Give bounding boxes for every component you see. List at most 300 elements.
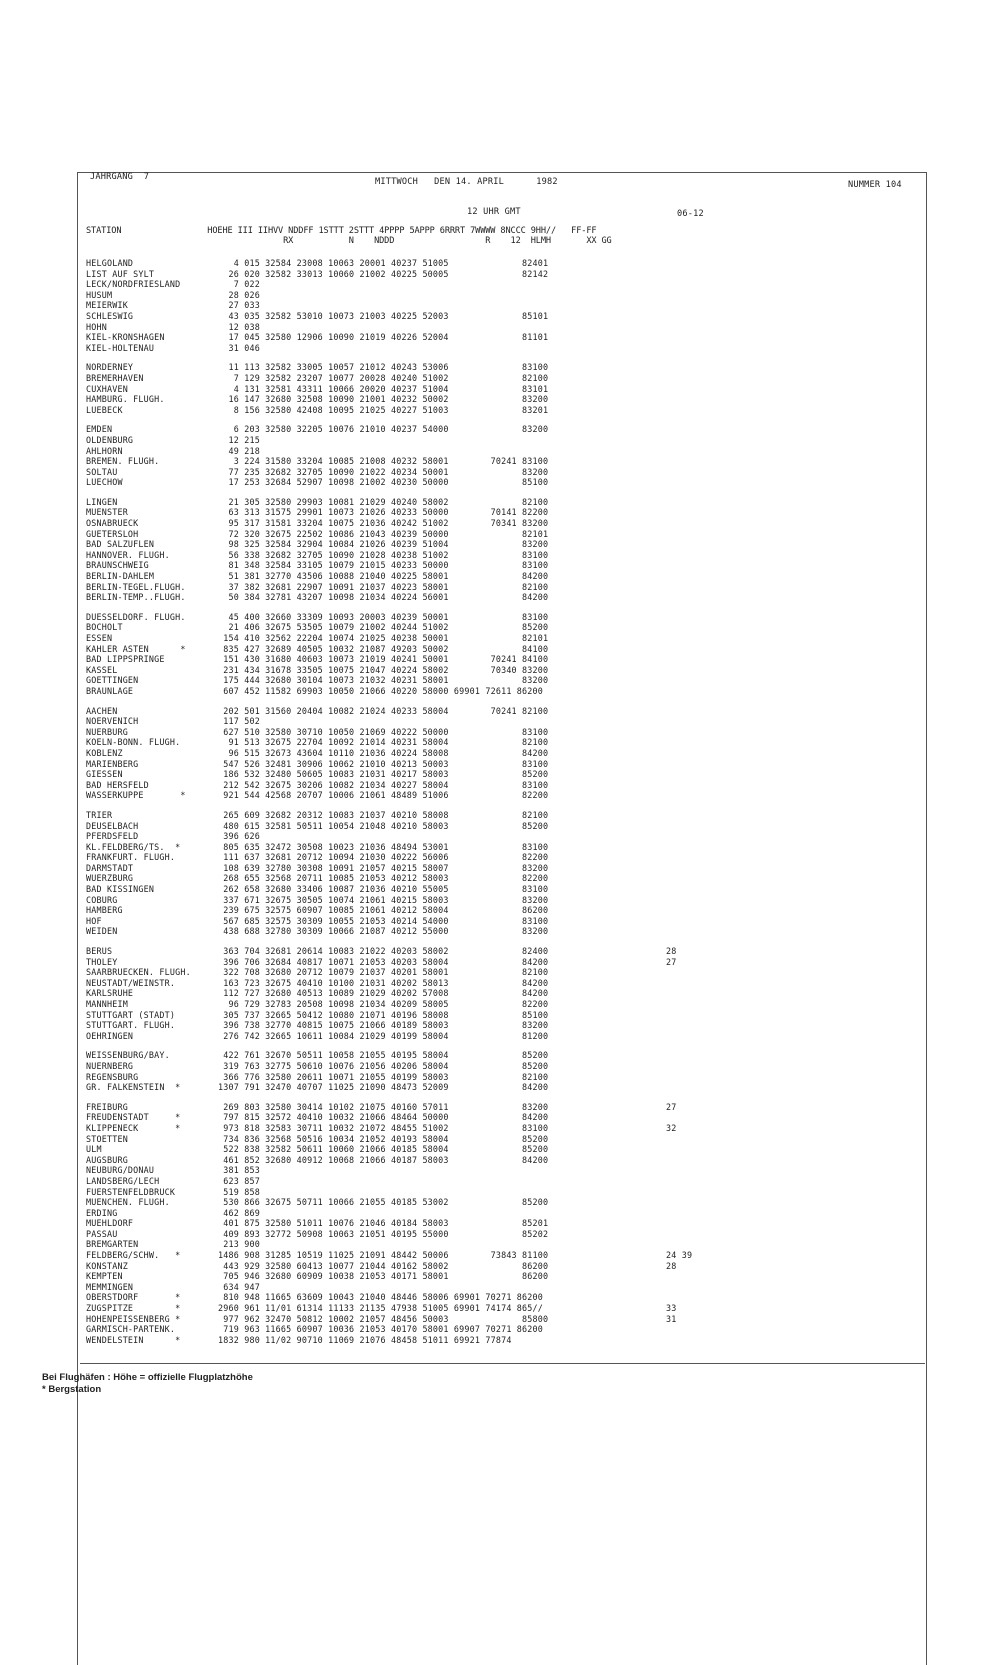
station-row (86, 571, 548, 582)
station-values: 16 147 32680 32508 10090 21001 40232 50002 83200 (218, 394, 549, 405)
station-name: BAD HERSFELD (86, 779, 149, 790)
station-name: MUEHLDORF (86, 1218, 134, 1229)
station-name: KAHLER ASTEN * (86, 643, 186, 654)
station-name: FREIBURG (86, 1101, 128, 1112)
station-row (86, 405, 548, 416)
station-name: NEUSTADT/WEINSTR. (86, 977, 176, 988)
station-values: 547 526 32481 30906 10062 21010 40213 50003 83100 (218, 758, 549, 769)
station-row (86, 978, 548, 989)
station-row (86, 394, 548, 405)
station-name: CUXHAVEN (86, 383, 128, 394)
station-values: 112 727 32680 40513 10089 21029 40202 57008 84200 (218, 988, 549, 999)
station-values: 96 515 32673 43604 10110 21036 40224 58008 84200 (218, 747, 549, 758)
station-row (86, 1165, 548, 1176)
station-row (86, 759, 548, 770)
station-values: 49 218 (218, 445, 260, 456)
station-values: 305 737 32665 50412 10080 21071 40196 58008 85100 (218, 1009, 549, 1020)
station-name: FRANKFURT. FLUGH. (86, 852, 176, 863)
station-row (86, 446, 548, 457)
station-values: 567 685 32575 30309 10055 21053 40214 54000 83100 (218, 915, 549, 926)
station-row (86, 507, 548, 518)
station-name: MEMMINGEN (86, 1281, 134, 1292)
station-row (86, 1187, 548, 1198)
station-row (86, 675, 548, 686)
station-row (86, 424, 548, 435)
station-name: WEISSENBURG/BAY. (86, 1050, 170, 1061)
station-name: FREUDENSTADT * (86, 1112, 181, 1123)
station-name: NUERNBERG (86, 1060, 134, 1071)
station-values: 627 510 32580 30710 10050 21069 40222 50000 83100 (218, 726, 549, 737)
group-gap (86, 353, 548, 362)
station-name: MARIENBERG (86, 758, 139, 769)
station-row (86, 582, 548, 593)
station-name: WEIDEN (86, 926, 118, 937)
station-name: ERDING (86, 1207, 118, 1218)
station-values: 719 963 11665 60907 10036 21053 40170 58001 69907 70271 86200 (218, 1324, 544, 1335)
station-row (86, 1313, 677, 1325)
station-values: 607 452 11582 69903 10050 21066 40220 58000 69901 72611 86200 (218, 685, 544, 696)
station-values: 26 020 32582 33013 10060 21002 40225 50005 82142 (218, 268, 549, 279)
station-values: 111 637 32681 20712 10094 21030 40222 56006 82200 (218, 852, 549, 863)
station-values: 7 022 (218, 279, 260, 290)
station-values: 262 658 32680 33406 10087 21036 40210 55005 83100 (218, 884, 549, 895)
station-row (86, 967, 548, 978)
station-row (86, 529, 548, 540)
station-row (86, 311, 548, 322)
station-row (86, 905, 548, 916)
station-values: 623 857 (218, 1175, 260, 1186)
station-name: GIESSEN (86, 769, 123, 780)
station-values: 805 635 32472 30508 10023 21036 48494 53001 83100 (218, 841, 549, 852)
station-name: KASSEL (86, 664, 118, 675)
station-name: DUESSELDORF. FLUGH. (86, 611, 186, 622)
station-name: LANDSBERG/LECH (86, 1175, 160, 1186)
wind-gust-values: 28 (666, 1260, 677, 1271)
station-name: DEUSELBACH (86, 820, 139, 831)
issue-number: NUMMER 104 (848, 180, 902, 190)
station-row (86, 716, 548, 727)
station-values: 705 946 32680 60909 10038 21053 40171 58001 86200 (218, 1271, 549, 1282)
station-values: 462 869 (218, 1207, 260, 1218)
station-name: GARMISCH-PARTENK. (86, 1324, 176, 1335)
station-row (86, 1282, 548, 1293)
station-name: STOETTEN (86, 1133, 128, 1144)
station-name: NORDERNEY (86, 362, 134, 373)
group-gap (86, 415, 548, 424)
station-row (86, 810, 548, 821)
station-values: 438 688 32780 30309 10066 21087 40212 55000 83200 (218, 926, 549, 937)
station-name: BERUS (86, 946, 113, 957)
station-row (86, 467, 548, 478)
station-name: FELDBERG/SCHW. * (86, 1250, 181, 1261)
station-name: FUERSTENFELDBRUCK (86, 1186, 176, 1197)
station-name: BREMERHAVEN (86, 372, 144, 383)
station-row (86, 269, 548, 280)
station-row (86, 1020, 548, 1031)
station-row (86, 852, 548, 863)
station-name: LINGEN (86, 496, 118, 507)
station-values: 530 866 32675 50711 10066 21055 40185 53002 85200 (218, 1197, 549, 1208)
station-name: OEHRINGEN (86, 1030, 134, 1041)
station-values: 319 763 32775 50610 10076 21056 40206 58004 85200 (218, 1060, 549, 1071)
station-values: 268 655 32568 20711 10085 21053 40212 58003 82200 (218, 873, 549, 884)
station-values: 519 858 (218, 1186, 260, 1197)
station-values: 91 513 32675 22704 10092 21014 40231 58004 82100 (218, 737, 549, 748)
station-values: 322 708 32680 20712 10079 21037 40201 58001 82100 (218, 967, 549, 978)
station-row (86, 343, 548, 354)
station-name: WUERZBURG (86, 873, 134, 884)
station-values: 265 609 32682 20312 10083 21037 40210 58008 82100 (218, 809, 549, 820)
jahrgang: JAHRGANG 7 (90, 172, 150, 182)
station-name: MUENSTER (86, 507, 128, 518)
wind-gust-values: 24 39 (666, 1250, 693, 1261)
footnote-mountain: * Bergstation (42, 1384, 102, 1395)
station-name: BREMGARTEN (86, 1239, 139, 1250)
station-name: KLIPPENECK * (86, 1122, 181, 1133)
station-row (86, 769, 548, 780)
station-values: 213 900 (218, 1239, 260, 1250)
station-row (86, 290, 548, 301)
station-name: EMDEN (86, 424, 113, 435)
station-name: KIEL-KRONSHAGEN (86, 332, 165, 343)
station-values: 6 203 32580 32205 10076 21010 40237 54000 83200 (218, 424, 549, 435)
station-name: AACHEN (86, 705, 118, 716)
station-name: BERLIN-TEGEL.FLUGH. (86, 581, 186, 592)
station-row (86, 1250, 693, 1261)
station-row (86, 622, 548, 633)
station-row (86, 780, 548, 791)
station-row (86, 477, 548, 488)
station-name: KOELN-BONN. FLUGH. (86, 737, 181, 748)
station-name: BREMEN. FLUGH. (86, 456, 160, 467)
station-name: HAMBURG. FLUGH. (86, 394, 165, 405)
station-name: REGENSBURG (86, 1071, 139, 1082)
station-row (86, 1335, 548, 1346)
station-name: GR. FALKENSTEIN * (86, 1082, 181, 1093)
station-row (86, 706, 548, 717)
station-values: 28 026 (218, 289, 260, 300)
station-values: 81 348 32584 33105 10079 21015 40233 50000 83100 (218, 560, 549, 571)
station-name: MANNHEIM (86, 999, 128, 1009)
station-values: 37 382 32681 22907 10091 21037 40223 58001 82100 (218, 581, 549, 592)
group-gap (86, 697, 548, 706)
station-row (86, 790, 548, 801)
station-values: 212 542 32675 30206 10082 21034 40227 58004 83100 (218, 779, 549, 790)
station-name: STUTTGART (STADT) (86, 1009, 176, 1020)
station-row (86, 1229, 548, 1240)
station-values: 1486 908 31285 10519 11025 21091 48442 50006 73843 81100 (218, 1250, 549, 1261)
station-values: 1832 980 11/02 90710 11069 21076 48458 51011 69921 77874 (218, 1334, 512, 1345)
station-row (86, 654, 548, 665)
station-name: BERLIN-TEMP..FLUGH. (86, 592, 186, 603)
station-values: 363 704 32681 20614 10083 21022 40203 58002 82400 (218, 946, 549, 957)
station-name: BAD SALZUFLEN (86, 539, 155, 550)
station-row (86, 727, 548, 738)
station-name: HUSUM (86, 289, 113, 300)
station-row (86, 1134, 548, 1145)
station-name: LUECHOW (86, 477, 123, 488)
station-row (86, 373, 548, 384)
station-row (86, 842, 548, 853)
station-row (86, 873, 548, 884)
station-values: 443 929 32580 60413 10077 21044 40162 58002 86200 (218, 1260, 549, 1271)
station-row (86, 612, 548, 623)
station-values: 12 038 (218, 321, 260, 332)
station-values: 50 384 32781 43207 10098 21034 40224 56001 84200 (218, 592, 549, 603)
station-name: COBURG (86, 894, 118, 905)
station-row (86, 435, 548, 446)
station-row (86, 1072, 548, 1083)
group-gap (86, 488, 548, 497)
station-name: HANNOVER. FLUGH. (86, 549, 170, 560)
station-row (86, 884, 548, 895)
station-table (86, 258, 693, 1345)
station-name: ULM (86, 1144, 102, 1155)
station-name: THOLEY (86, 956, 118, 967)
station-row (86, 863, 548, 874)
station-values: 422 761 32670 50511 10058 21055 40195 58004 85200 (218, 1050, 549, 1061)
station-row (86, 999, 548, 1010)
station-name: BRAUNSCHWEIG (86, 560, 149, 571)
station-name: AHLHORN (86, 445, 123, 456)
station-name: KOBLENZ (86, 747, 123, 758)
station-values: 27 033 (218, 300, 260, 311)
station-values: 17 045 32580 12906 10090 21019 40226 52004 81101 (218, 332, 549, 343)
wind-gust-values: 27 (666, 956, 677, 967)
station-values: 276 742 32665 10611 10084 21029 40199 58004 81200 (218, 1030, 549, 1041)
station-row (86, 1197, 548, 1208)
station-name: GUETERSLOH (86, 528, 139, 539)
station-values: 21 406 32675 53505 10079 21002 40244 51002 85200 (218, 622, 549, 633)
station-name: BRAUNLAGE (86, 685, 134, 696)
observation-time: 12 UHR GMT (467, 207, 521, 217)
station-row (86, 686, 548, 697)
station-values: 202 501 31560 20404 10082 21024 40233 58004 70241 82100 (218, 705, 549, 716)
station-name: LIST AUF SYLT (86, 268, 155, 279)
station-row (86, 332, 548, 343)
station-name: HOHN (86, 321, 107, 332)
bottom-rule (80, 1363, 925, 1364)
group-gap (86, 937, 548, 946)
station-name: NUERBURG (86, 726, 128, 737)
station-row (86, 456, 548, 467)
station-name: HOF (86, 915, 102, 926)
station-values: 480 615 32581 50511 10054 21048 40210 58003 85200 (218, 820, 549, 831)
station-values: 461 852 32680 40912 10068 21066 40187 58003 84200 (218, 1154, 549, 1165)
station-row (86, 1122, 677, 1134)
station-values: 163 723 32675 40410 10100 21031 40202 58013 84200 (218, 977, 549, 988)
station-values: 401 875 32580 51011 10076 21046 40184 58003 85201 (218, 1218, 549, 1229)
station-name: OSNABRUECK (86, 518, 139, 529)
station-values: 269 803 32580 30414 10102 21075 40160 57011 83200 (218, 1101, 549, 1112)
station-values: 8 156 32580 42408 10095 21025 40227 51003 83201 (218, 404, 549, 415)
station-row (86, 1271, 548, 1282)
wind-gust-values: 31 (666, 1313, 677, 1324)
station-row (86, 362, 548, 373)
station-name: ZUGSPITZE * (86, 1303, 181, 1314)
station-row (86, 1208, 548, 1219)
station-values: 63 313 31575 29901 10073 21026 40233 50000 70141 82200 (218, 507, 549, 518)
station-values: 51 381 32770 43506 10088 21040 40225 58001 84200 (218, 571, 549, 582)
station-name: KARLSRUHE (86, 988, 134, 999)
station-name: LECK/NORDFRIESLAND (86, 279, 181, 290)
station-values: 43 035 32582 53010 10073 21003 40225 52003 85101 (218, 310, 549, 321)
wind-gust-values: 27 (666, 1101, 677, 1112)
station-name: NEUBURG/DONAU (86, 1165, 155, 1176)
station-values: 11 113 32582 33005 10057 21012 40243 53006 83100 (218, 362, 549, 373)
station-row (86, 1010, 548, 1021)
wind-gust-values: 33 (666, 1303, 677, 1314)
station-row (86, 1218, 548, 1229)
station-row (86, 1303, 677, 1314)
station-row (86, 592, 548, 603)
station-values: 56 338 32682 32705 10090 21028 40238 51002 83100 (218, 549, 549, 560)
station-row (86, 1144, 548, 1155)
station-values: 381 853 (218, 1165, 260, 1176)
station-values: 108 639 32780 30308 10091 21057 40215 58007 83200 (218, 862, 549, 873)
station-row (86, 550, 548, 561)
footnote-airports: Bei Flughäfen : Höhe = offizielle Flugplatzhöhe (42, 1372, 253, 1383)
station-name: KONSTANZ (86, 1260, 128, 1271)
station-values: 4 015 32584 23008 10063 20001 40237 51005 82401 (218, 258, 549, 268)
station-name: HELGOLAND (86, 258, 134, 268)
station-name: GOETTINGEN (86, 675, 139, 686)
station-name: BAD LIPPSPRINGE (86, 654, 165, 665)
station-values: 734 836 32568 50516 10034 21052 40193 58004 85200 (218, 1133, 549, 1144)
station-row (86, 946, 677, 957)
station-name: NOERVENICH (86, 716, 139, 727)
station-values: 973 818 32583 30711 10032 21072 48455 51002 83100 (218, 1122, 549, 1133)
station-name: MEIERWIK (86, 300, 128, 311)
station-values: 21 305 32580 29903 10081 21029 40240 58002 82100 (218, 496, 549, 507)
station-name: OBERSTDORF * (86, 1292, 181, 1303)
station-row (86, 1324, 548, 1335)
station-name: ESSEN (86, 633, 113, 643)
station-row (86, 1050, 548, 1061)
station-row (86, 665, 548, 676)
wind-gust-values: 28 (666, 946, 677, 957)
station-row (86, 956, 677, 968)
station-name: DARMSTADT (86, 862, 134, 873)
station-values: 396 626 (218, 831, 260, 842)
station-values: 337 671 32675 30505 10074 21061 40215 58003 83200 (218, 894, 549, 905)
station-name: SOLTAU (86, 466, 118, 477)
group-gap (86, 603, 548, 612)
station-name: SAARBRUECKEN. FLUGH. (86, 967, 191, 978)
station-values: 77 235 32682 32705 10090 21022 40234 50001 83200 (218, 466, 549, 477)
group-gap (86, 801, 548, 810)
station-values: 175 444 32680 30104 10073 21032 40231 58001 83200 (218, 675, 549, 686)
station-row (86, 1260, 677, 1272)
station-values: 98 325 32584 32904 10084 21026 40239 51004 83200 (218, 539, 549, 550)
station-values: 797 815 32572 40410 10032 21066 48464 50000 84200 (218, 1112, 549, 1123)
station-name: BOCHOLT (86, 622, 123, 633)
station-values: 151 430 31680 40603 10073 21019 40241 50001 70241 84100 (218, 654, 549, 665)
station-values: 95 317 31581 33204 10075 21036 40242 51002 70341 83200 (218, 518, 549, 529)
station-row (86, 300, 548, 311)
station-row (86, 258, 548, 269)
station-row (86, 644, 548, 655)
station-values: 17 253 32684 52907 10098 21002 40230 50000 85100 (218, 477, 549, 488)
station-values: 835 427 32689 40505 10032 21087 49203 50002 84100 (218, 643, 549, 654)
station-values: 239 675 32575 60907 10085 21061 40212 58004 86200 (218, 905, 549, 916)
station-values: 1307 791 32470 40707 11025 21090 48473 52009 84200 (218, 1082, 549, 1093)
station-name: KIEL-HOLTENAU (86, 342, 155, 353)
station-name: BAD KISSINGEN (86, 884, 155, 895)
station-row (86, 895, 548, 906)
station-values: 366 776 32580 20611 10071 21055 40199 58003 82100 (218, 1071, 549, 1082)
station-row (86, 539, 548, 550)
station-row (86, 988, 548, 999)
station-values: 72 320 32675 22502 10086 21043 40239 50000 82101 (218, 528, 549, 539)
station-row (86, 1176, 548, 1187)
wind-gust-values: 32 (666, 1122, 677, 1133)
station-name: WENDELSTEIN * (86, 1334, 181, 1345)
station-values: 96 729 32783 20508 10098 21034 40209 58005 82200 (218, 999, 549, 1009)
station-values: 45 400 32660 33309 10093 20003 40239 50001 83100 (218, 611, 549, 622)
station-row (86, 497, 548, 508)
station-row (86, 1112, 548, 1123)
station-row (86, 1292, 548, 1303)
station-values: 977 962 32470 50812 10002 21057 48456 50003 85800 (218, 1313, 549, 1324)
station-row (86, 1031, 548, 1042)
station-row (86, 1155, 548, 1166)
station-row (86, 518, 548, 529)
station-row (86, 322, 548, 333)
station-name: KL.FELDBERG/TS. * (86, 841, 181, 852)
station-row (86, 916, 548, 927)
station-name: LUEBECK (86, 404, 123, 415)
station-row (86, 1061, 548, 1072)
station-name: STUTTGART. FLUGH. (86, 1020, 176, 1031)
station-name: BERLIN-DAHLEM (86, 571, 155, 582)
group-gap (86, 1041, 548, 1050)
column-header-line-2: RX N NDDD R 12 HLMH XX GG (86, 236, 612, 246)
station-values: 522 838 32582 50611 10060 21066 40185 58004 85200 (218, 1144, 549, 1155)
station-values: 4 131 32581 43311 10066 20020 40237 51004 83101 (218, 383, 549, 394)
station-row (86, 748, 548, 759)
station-name: KEMPTEN (86, 1271, 123, 1282)
station-row (86, 384, 548, 395)
station-row (86, 821, 548, 832)
station-name: HAMBERG (86, 905, 123, 916)
station-values: 154 410 32562 22204 10074 21025 40238 50001 82101 (218, 633, 549, 643)
station-values: 117 502 (218, 716, 260, 727)
station-row (86, 633, 548, 644)
station-name: TRIER (86, 809, 113, 820)
station-values: 396 706 32684 40817 10071 21053 40203 58004 84200 (218, 956, 549, 967)
station-name: HOHENPEISSENBERG * (86, 1313, 181, 1324)
station-values: 409 893 32772 50908 10063 21051 40195 55000 85202 (218, 1228, 549, 1239)
station-values: 231 434 31678 33505 10075 21047 40224 58002 70340 83200 (218, 664, 549, 675)
date-line: MITTWOCH DEN 14. APRIL 1982 (375, 177, 558, 187)
station-values: 186 532 32480 50605 10083 21031 40217 58003 85200 (218, 769, 549, 780)
station-name: SCHLESWIG (86, 310, 134, 321)
station-values: 2960 961 11/01 61314 11133 21135 47938 51005 69901 74174 865// (218, 1303, 544, 1314)
station-row (86, 1239, 548, 1250)
station-name: OLDENBURG (86, 434, 134, 445)
station-row (86, 831, 548, 842)
station-values: 634 947 (218, 1281, 260, 1292)
station-row (86, 1101, 677, 1113)
station-row (86, 926, 548, 937)
station-values: 31 046 (218, 342, 260, 353)
station-row (86, 279, 548, 290)
station-values: 3 224 31580 33204 10085 21008 40232 58001 70241 83100 (218, 456, 549, 467)
station-values: 396 738 32770 40815 10075 21066 40189 58003 83200 (218, 1020, 549, 1031)
column-header-line-1: STATION HOEHE III IIHVV NDDFF 1STTT 2STTT 4PPPP 5APPP 6RRRT 7WWWW 8NCCC 9HH// FF-FF (86, 226, 597, 236)
station-name: MUENCHEN. FLUGH. (86, 1197, 170, 1208)
